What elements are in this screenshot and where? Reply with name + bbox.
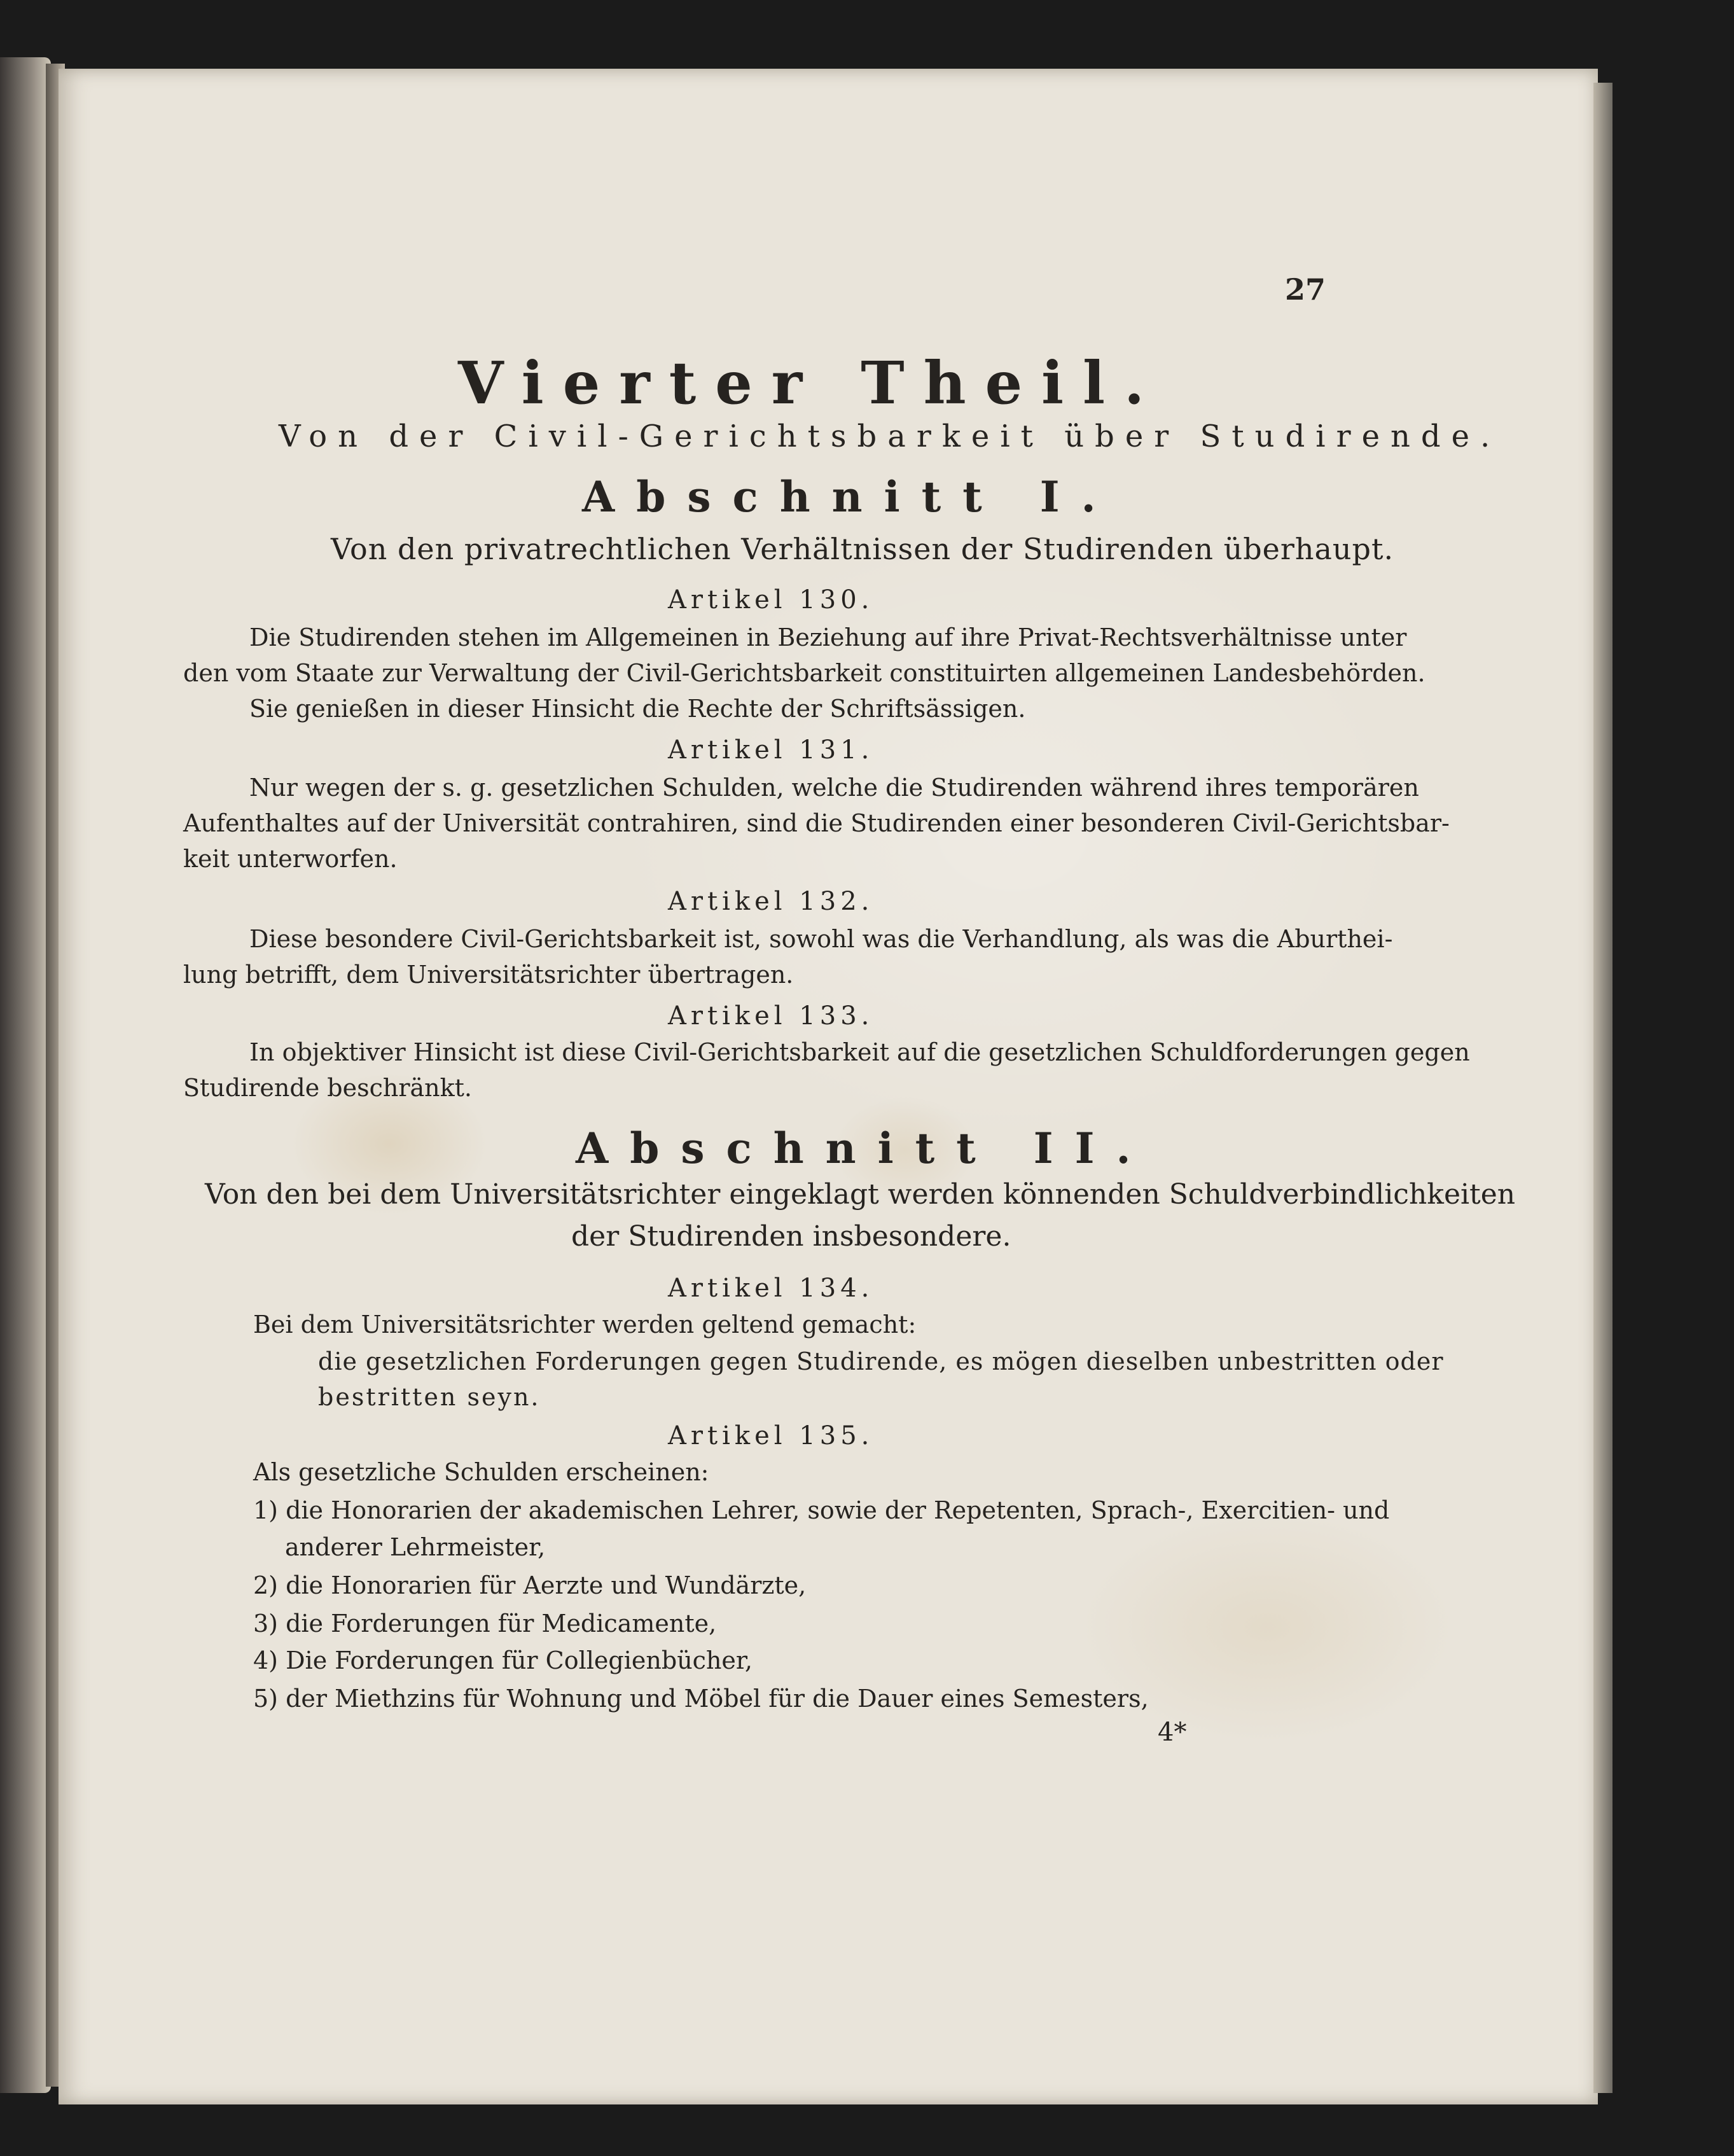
page-fore-edge — [1593, 83, 1613, 2093]
section-subtitle: der Studirenden insbesondere. — [571, 1220, 1011, 1253]
signature-mark: 4* — [1158, 1718, 1187, 1747]
section-title: Abschnitt II. — [576, 1123, 1153, 1173]
paragraph-line: Diese besondere Civil-Gerichtsbarkeit ist, sowohl was die Verhandlung, als was die Aburthei- — [249, 925, 1393, 953]
part-title: Vierter Theil. — [458, 349, 1164, 417]
section-title: Abschnitt I. — [582, 472, 1118, 522]
page-number: 27 — [1285, 272, 1326, 307]
article-heading: Artikel 133. — [668, 1001, 874, 1031]
paragraph-line: die gesetzlichen Forderungen gegen Studirende, es mögen dieselben unbestritten oder — [318, 1347, 1444, 1375]
paragraph-line: Nur wegen der s. g. gesetzlichen Schulden, welche die Studirenden während ihres temporären — [249, 774, 1419, 802]
paragraph-line: keit unterworfen. — [183, 845, 398, 873]
paragraph-line: Bei dem Universitätsrichter werden geltend gemacht: — [253, 1311, 917, 1339]
part-subtitle: Von der Civil-Gerichtsbarkeit über Studirende. — [279, 419, 1501, 454]
list-item: 4) Die Forderungen für Collegienbücher, — [253, 1646, 753, 1674]
paragraph-line: den vom Staate zur Verwaltung der Civil-Gerichtsbarkeit constituirten allgemeinen Landesbehörden. — [183, 659, 1425, 687]
article-heading: Artikel 131. — [668, 735, 874, 765]
list-item: 5) der Miethzins für Wohnung und Möbel für die Dauer eines Semesters, — [253, 1685, 1149, 1713]
paragraph-line: Studirende beschränkt. — [183, 1074, 473, 1102]
section-subtitle: Von den privatrechtlichen Verhältnissen der Studirenden überhaupt. — [331, 532, 1394, 566]
article-heading: Artikel 134. — [668, 1274, 874, 1303]
list-item: 2) die Honorarien für Aerzte und Wundärzte, — [253, 1571, 807, 1599]
article-heading: Artikel 135. — [668, 1421, 874, 1450]
paragraph-line: Aufenthaltes auf der Universität contrahiren, sind die Studirenden einer besonderen Civil-Gerichtsbar- — [183, 809, 1450, 837]
paragraph-line: Als gesetzliche Schulden erscheinen: — [253, 1458, 709, 1486]
list-item: 3) die Forderungen für Medicamente, — [253, 1610, 717, 1638]
paragraph-line: Die Studirenden stehen im Allgemeinen in Beziehung auf ihre Privat-Rechtsverhältnisse unter — [249, 623, 1407, 651]
article-heading: Artikel 132. — [668, 887, 874, 916]
paragraph-line: bestritten seyn. — [318, 1383, 541, 1411]
paragraph-line: lung betrifft, dem Universitätsrichter übertragen. — [183, 961, 794, 989]
facing-page-edge — [0, 57, 51, 2093]
paragraph-line: In objektiver Hinsicht ist diese Civil-Gerichtsbarkeit auf die gesetzlichen Schuldforderungen gegen — [249, 1038, 1470, 1066]
list-item: 1) die Honorarien der akademischen Lehrer, sowie der Repetenten, Sprach-, Exercitien- und — [253, 1496, 1390, 1524]
list-item: anderer Lehrmeister, — [285, 1533, 546, 1561]
paragraph-line: Sie genießen in dieser Hinsicht die Rechte der Schriftsässigen. — [249, 695, 1026, 723]
section-subtitle: Von den bei dem Universitätsrichter eingeklagt werden könnenden Schuldverbindlichkeiten — [205, 1178, 1516, 1211]
article-heading: Artikel 130. — [668, 585, 874, 615]
